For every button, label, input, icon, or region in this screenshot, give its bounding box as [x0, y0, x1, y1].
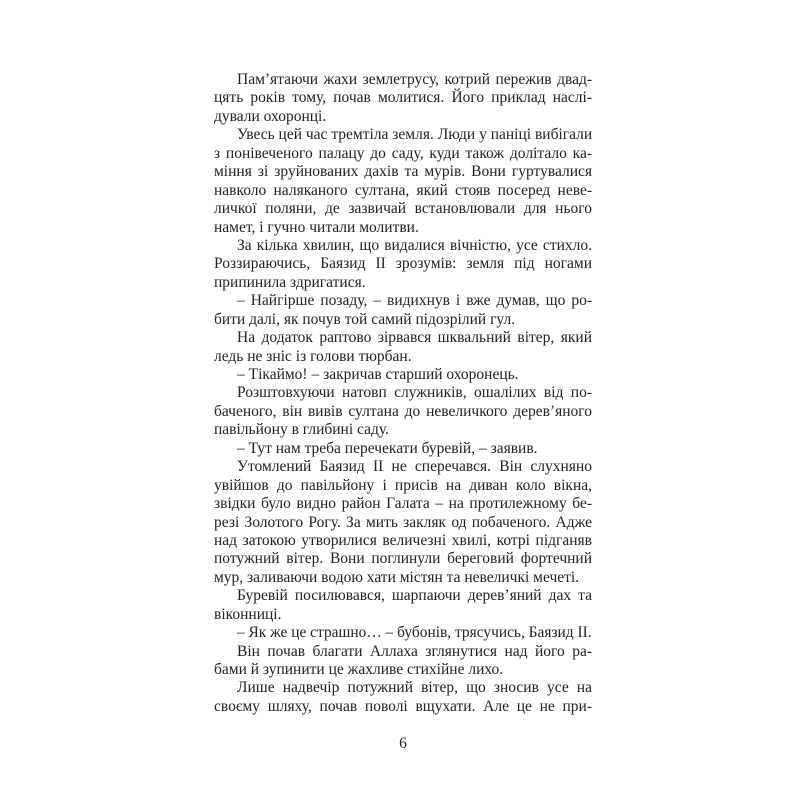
paragraph [214, 292, 592, 329]
text-line: увійшов до павільйону і присів на диван коло вікна, [214, 476, 592, 494]
paragraph [214, 329, 592, 366]
text-line: – Тут нам треба перечекати буревій, – заявив. [237, 439, 538, 457]
paragraph [214, 384, 592, 439]
text-line: – Тікаймо! – закричав старший охоронець. [237, 366, 519, 383]
text-line: На додаток раптово зірвався шквальний вітер, який [237, 329, 592, 347]
text-line: – Як же це страшно… – бубонів, трясучись, Баязид II. [236, 624, 592, 642]
paragraph [214, 440, 592, 458]
text-line: над затокою утворилися величезні хвилі, котрі підганяв [214, 531, 592, 549]
paragraph [214, 643, 592, 680]
page-number: 6 [399, 735, 407, 752]
paragraph [214, 458, 592, 587]
text-line: потужний вітер. Вони поглинули береговий фортечний [214, 550, 592, 568]
text-line: Він почав благати Аллаха зглянутися над його ра- [237, 642, 592, 660]
text-line: павільйону в глибині саду. [214, 421, 389, 439]
text-line: За кілька хвилин, що видалися вічністю, усе стихло. [237, 236, 592, 254]
text-line: резі Золотого Рогу. За мить закляк од побаченого. Адже [214, 513, 592, 531]
text-line: мур, заливаючи водою хати містян та невеличкі мечеті. [214, 568, 580, 586]
text-line: Увесь цей час тремтіла земля. Люди у паніці вибігали [237, 126, 593, 144]
text-line: міння зі зруйнованих дахів та мурів. Вони гуртувалися [214, 163, 592, 181]
paragraph [214, 126, 592, 237]
paragraph [214, 624, 592, 642]
text-column [214, 71, 592, 716]
text-line: навколо наляканого султана, який стояв посеред неве- [214, 181, 592, 199]
text-line: Розштовхуючи натовп служників, ошалілих від по- [237, 384, 592, 402]
text-line: баченого, він вивів султана до невеличкого дерев’яного [214, 402, 592, 420]
text-line: бами й зупинити це жахливе стихійне лихо. [214, 661, 504, 678]
text-line: намет, і гучно читали молитви. [214, 218, 419, 236]
text-line: Роззираючись, Баязид II зрозумів: земля під ногами [214, 255, 592, 273]
text-line: Буревій посилювався, шарпаючи дерев’яний дах та [237, 587, 592, 605]
paragraph [214, 587, 592, 624]
paragraph [214, 237, 592, 292]
text-line: Пам’ятаючи жахи землетрусу, котрий пережив двад- [237, 71, 592, 88]
paragraph [214, 366, 592, 384]
text-line: Утомлений Баязид II не сперечався. Він слухняно [237, 458, 592, 476]
text-line: своєму шляху, почав поволі вщухати. Але це не при- [214, 697, 592, 715]
text-line: бити далі, як почув той самий підозрілий гул. [214, 310, 516, 328]
paragraph [214, 71, 592, 126]
text-line: личкої поляни, де зазвичай встановлювали для нього [214, 200, 592, 218]
text-line: ледь не зніс із голови тюрбан. [214, 347, 412, 365]
text-line: дували охоронці. [214, 107, 327, 125]
text-line: припинила здригатися. [214, 273, 366, 291]
text-line: цять років тому, почав молитися. Його приклад наслі- [214, 89, 592, 107]
text-line: віконниці. [214, 605, 282, 623]
text-line: – Найгірше позаду, – видихнув і вже думав, що ро- [237, 292, 592, 310]
text-line: з понівеченого палацу до саду, куди також долітало ка- [214, 144, 592, 162]
paragraph [214, 679, 592, 716]
text-line: Лише надвечір потужний вітер, що зносив усе на [237, 679, 592, 697]
text-line: звідки було видно район Галата – на протилежному бе- [214, 495, 592, 513]
